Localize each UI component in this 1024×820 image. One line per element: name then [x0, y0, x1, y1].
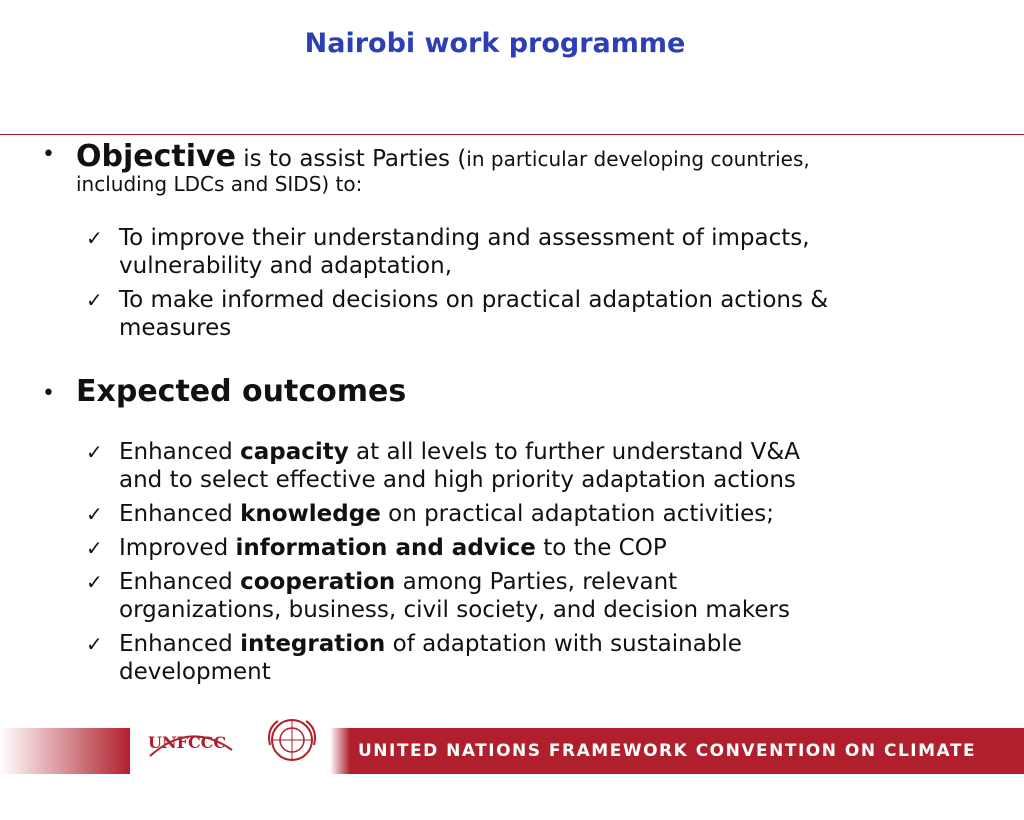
item-bold: capacity: [240, 439, 349, 465]
item-line2: organizations, business, civil society, and decision makers: [119, 597, 790, 623]
checkmark-icon: ✓: [86, 570, 103, 594]
item-bold: information and advice: [235, 535, 536, 561]
checkmark-icon: ✓: [86, 440, 103, 464]
list-item: [86, 534, 1006, 562]
item-post: on practical adaptation activities;: [380, 501, 775, 527]
checkmark-icon: ✓: [86, 536, 103, 560]
outcomes-list: [86, 438, 1006, 692]
item-bold: integration: [240, 631, 386, 657]
item-line2: measures: [119, 315, 232, 341]
item-bold: cooperation: [240, 569, 396, 595]
slide-title: Nairobi work programme: [304, 28, 686, 59]
bullet-dot-icon: •: [42, 142, 55, 167]
checkmark-icon: ✓: [86, 502, 103, 526]
item-pre: Improved: [119, 535, 236, 561]
item-post: to the COP: [535, 535, 667, 561]
banner-text: UNITED NATIONS FRAMEWORK CONVENTION ON CLIMATE CHANGE: [350, 728, 1024, 774]
objective-list: [86, 224, 1006, 348]
checkmark-icon: ✓: [86, 632, 103, 656]
item-pre: Enhanced: [119, 439, 241, 465]
objective-text-b: in particular developing countries,: [466, 147, 810, 171]
list-item: [86, 630, 1006, 686]
bullet-dot-icon: •: [42, 381, 55, 406]
item-pre: Enhanced: [119, 569, 241, 595]
item-line1: To improve their understanding and assessment of impacts,: [119, 225, 810, 251]
item-line2: development: [119, 659, 271, 685]
checkmark-icon: ✓: [86, 226, 103, 250]
item-line1: To make informed decisions on practical adaptation actions &: [119, 287, 829, 313]
checkmark-icon: ✓: [86, 288, 103, 312]
list-item: [86, 286, 1006, 342]
objective-line: [76, 139, 1016, 174]
objective-text-a: is to assist Parties (: [235, 146, 467, 172]
item-pre: Enhanced: [119, 631, 241, 657]
footer-banner: [0, 710, 1024, 807]
list-item: [86, 500, 1006, 528]
unfccc-logo-icon: [140, 710, 235, 768]
banner-lead: [330, 728, 350, 774]
un-emblem-icon: [262, 715, 322, 765]
objective-heading: Objective: [76, 139, 236, 174]
item-line2: and to select effective and high priority adaptation actions: [119, 467, 796, 493]
list-item: [86, 224, 1006, 280]
item-pre: Enhanced: [119, 501, 241, 527]
item-post: at all levels to further understand V&A: [348, 439, 801, 465]
svg-text:UNFCCC: UNFCCC: [148, 733, 227, 752]
list-item: [86, 438, 1006, 494]
list-item: [86, 568, 1006, 624]
title-divider: [0, 134, 1024, 135]
item-post: among Parties, relevant: [395, 569, 678, 595]
item-post: of adaptation with sustainable: [385, 631, 742, 657]
outcomes-heading: Expected outcomes: [76, 374, 407, 409]
item-line2: vulnerability and adaptation,: [119, 253, 453, 279]
footer-stripe: [0, 728, 130, 774]
item-bold: knowledge: [240, 501, 381, 527]
objective-text-c: including LDCs and SIDS) to:: [76, 172, 363, 196]
